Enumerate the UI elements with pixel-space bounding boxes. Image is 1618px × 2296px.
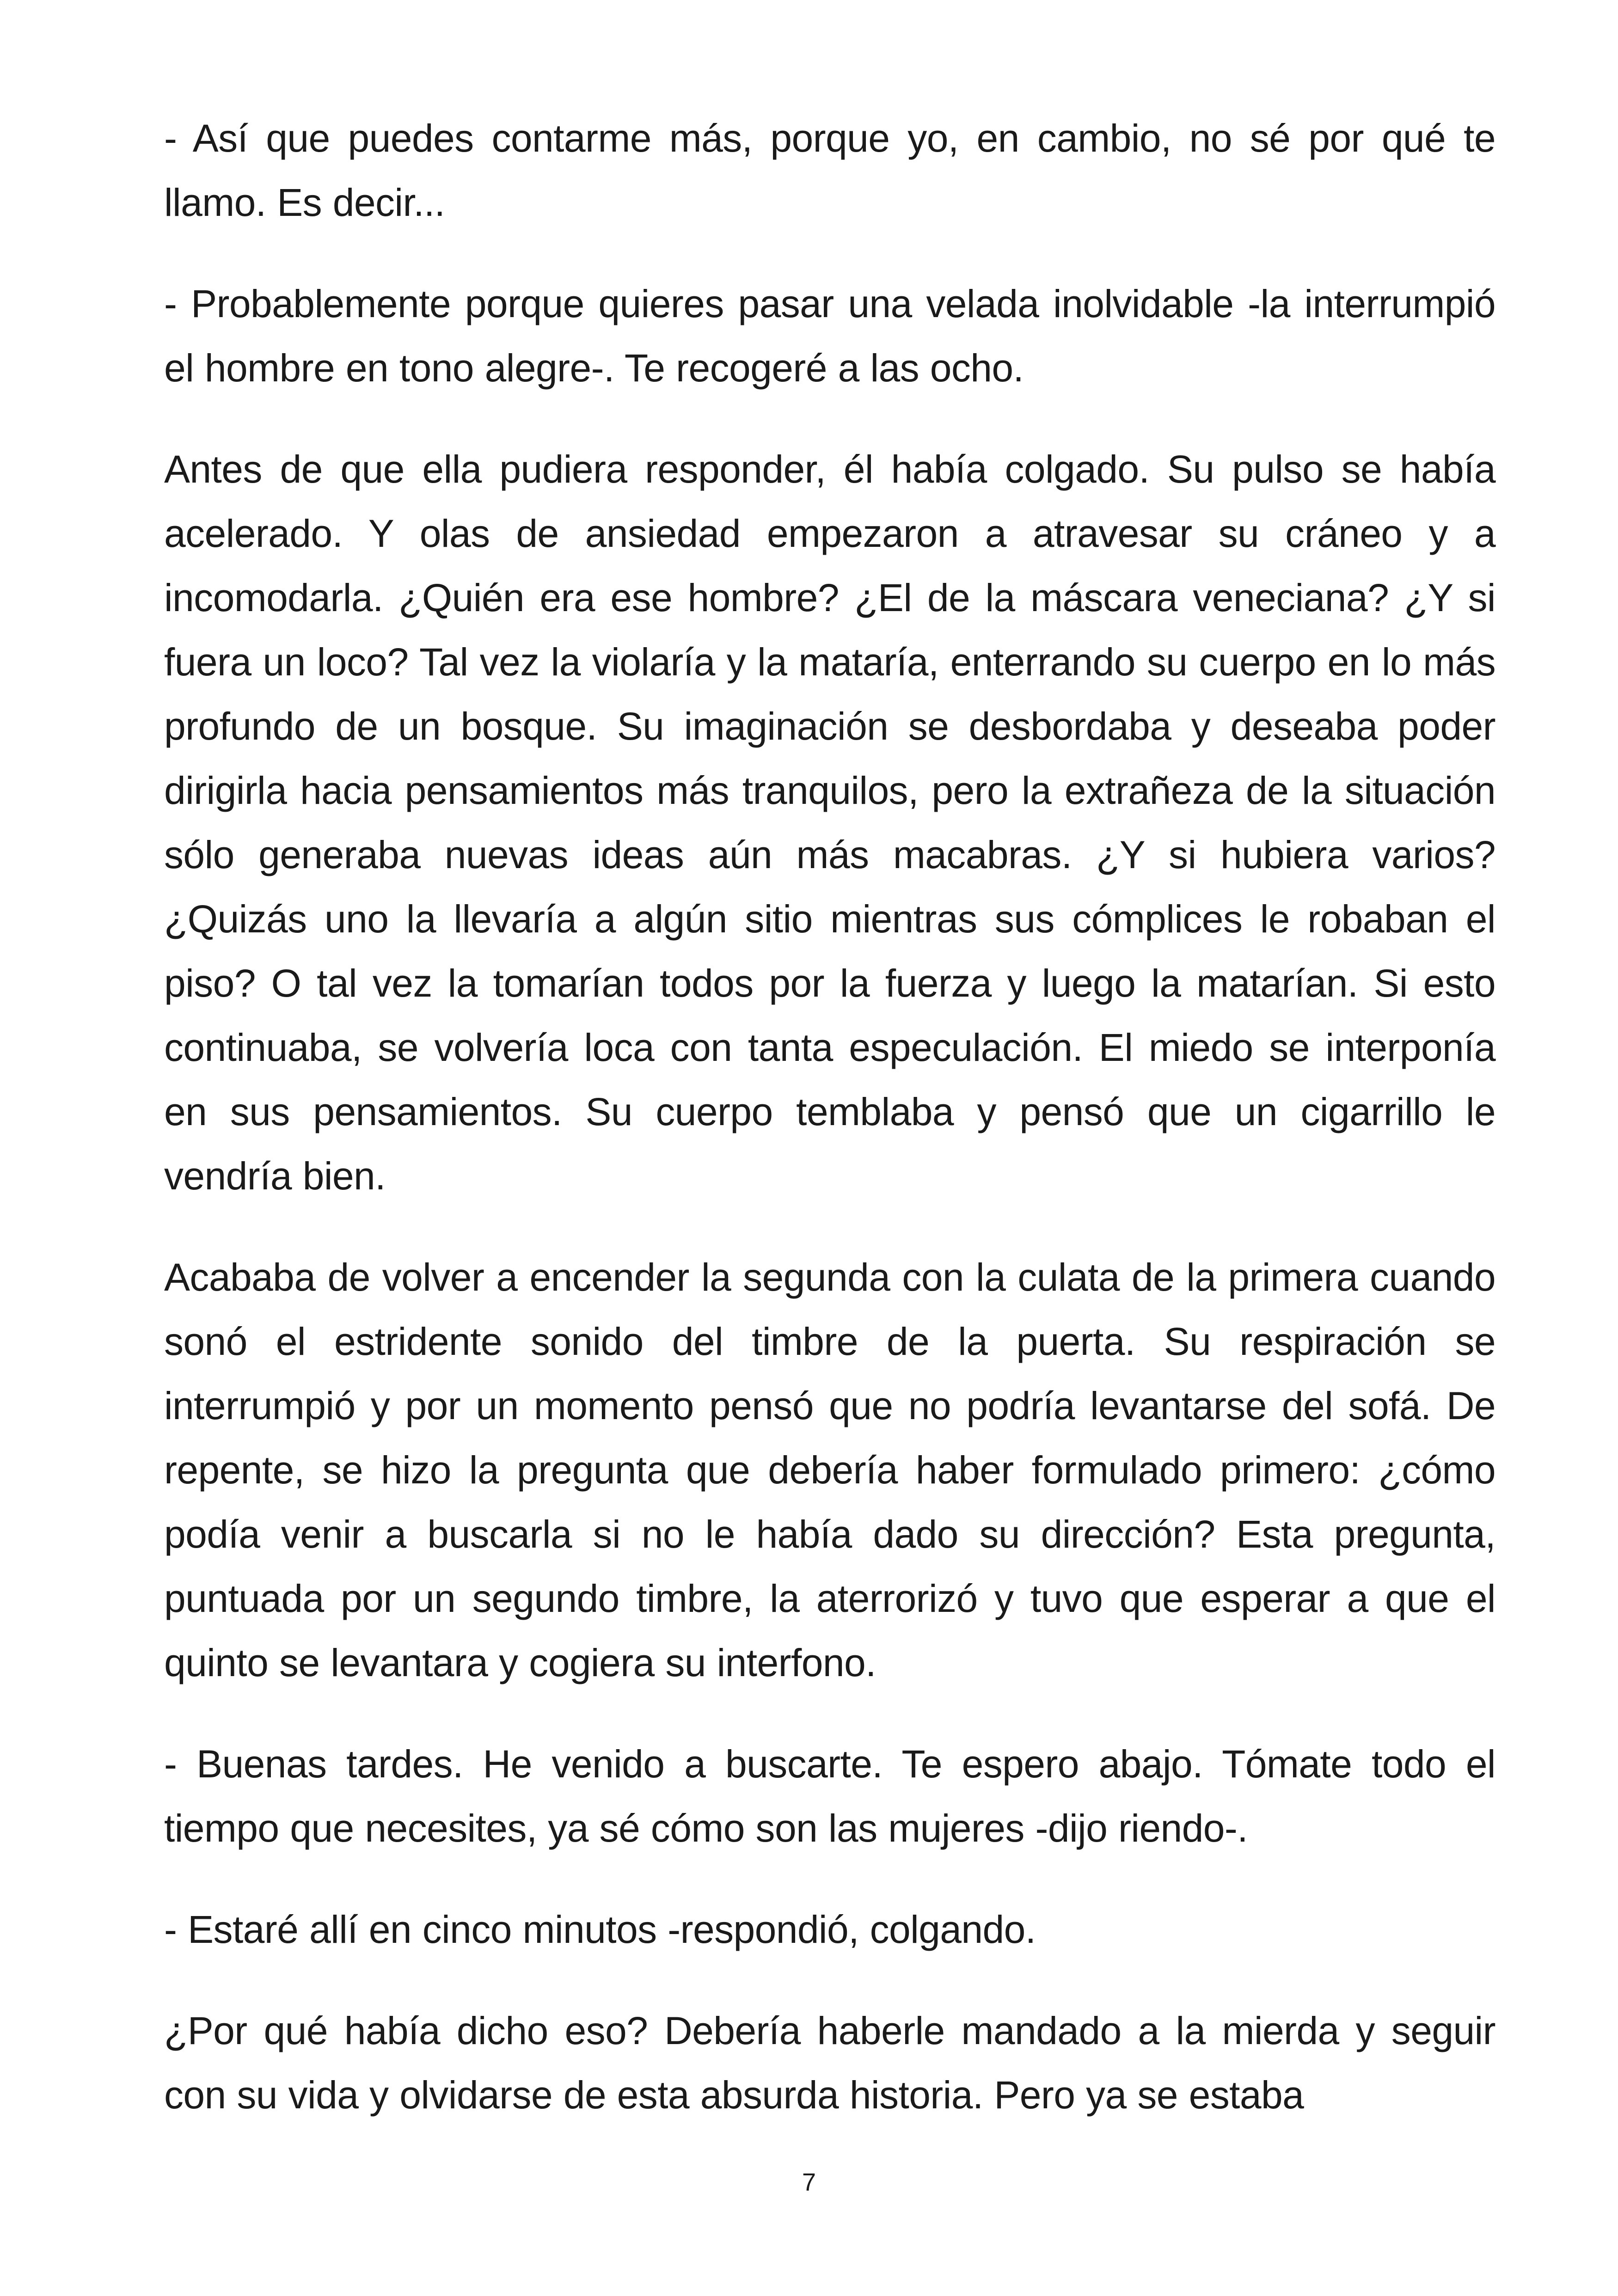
page-number: 7 [802, 2168, 816, 2196]
paragraph-2: - Probablemente porque quieres pasar una velada inolvidable -la interrumpió el hombre en tono alegre-. Te recogeré a las ocho. [164, 282, 1495, 390]
paragraph-3: Antes de que ella pudiera responder, él había colgado. Su pulso se había acelerado. Y olas de ansiedad empezaron a atravesar su cráneo y a incomodarla. ¿Quién era ese hombre? ¿El de la máscara veneciana? ¿Y si fuera un loco? Tal vez la violaría y la mataría, enterrando su cuerpo en lo más profundo de un bosque. Su imaginación se desbordaba y deseaba poder dirigirla hacia pensamientos más tranquilos, pero la extrañeza de la situación sólo generaba nuevas ideas aún más macabras. ¿Y si hubiera varios? ¿Quizás uno la llevaría a algún sitio mientras sus cómplices le robaban el piso? O tal vez la tomarían todos por la fuerza y luego la matarían. Si esto continuaba, se volvería loca con tanta especulación. El miedo se interponía en sus pensamientos. Su cuerpo temblaba y pensó que un cigarrillo le vendría bien. [164, 447, 1495, 1198]
paragraph-4: Acababa de volver a encender la segunda con la culata de la primera cuando sonó el estridente sonido del timbre de la puerta. Su respiración se interrumpió y por un momento pensó que no podría levantarse del sofá. De repente, se hizo la pregunta que debería haber formulado primero: ¿cómo podía venir a buscarla si no le había dado su dirección? Esta pregunta, puntuada por un segundo timbre, la aterrorizó y tuvo que esperar a que el quinto se levantara y cogiera su interfono. [164, 1255, 1495, 1684]
paragraph-1: - Así que puedes contarme más, porque yo, en cambio, no sé por qué te llamo. Es decir... [164, 116, 1495, 224]
paragraph-5: - Buenas tardes. He venido a buscarte. Te espero abajo. Tómate todo el tiempo que necesites, ya sé cómo son las mujeres -dijo riendo-. [164, 1742, 1495, 1850]
paragraph-7: ¿Por qué había dicho eso? Debería haberle mandado a la mierda y seguir con su vida y olvidarse de esta absurda historia. Pero ya se estaba [164, 2009, 1495, 2117]
body-text [164, 106, 1495, 2164]
paragraph-6: - Estaré allí en cinco minutos -respondió, colgando. [164, 1908, 1036, 1951]
